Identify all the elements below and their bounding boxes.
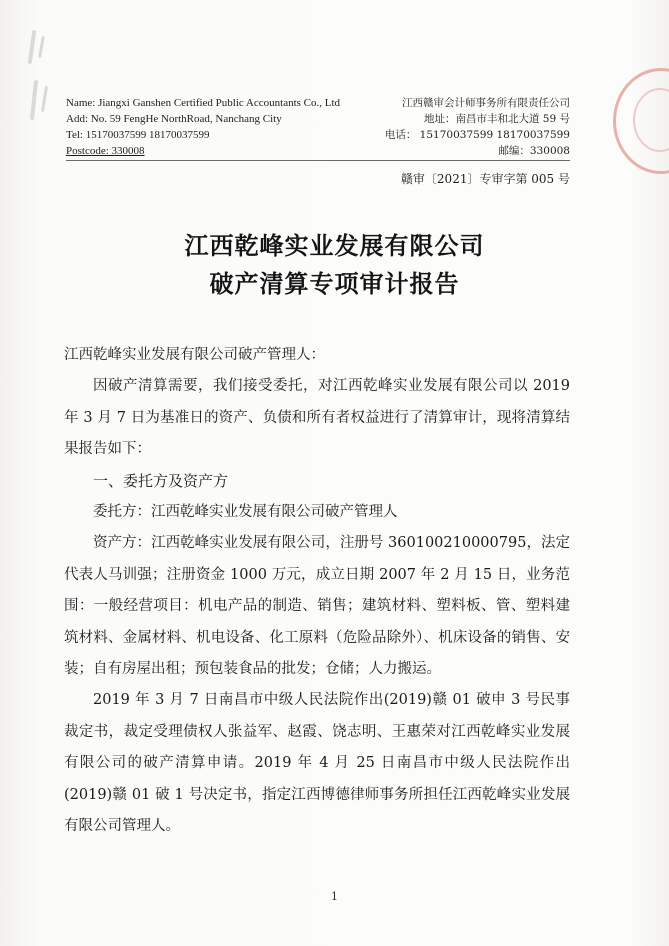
letterhead-chinese <box>340 95 570 159</box>
client-paragraph: 委托方：江西乾峰实业发展有限公司破产管理人 <box>93 504 398 521</box>
firm-name-en: Name: Jiangxi Ganshen Certified Public Accountants Co., Ltd <box>66 97 341 109</box>
letterhead-divider <box>66 160 570 161</box>
firm-name-cn: 江西赣审会计师事务所有限责任公司 <box>402 97 570 109</box>
firm-tel-cn: 电话： 15170037599 18170037599 <box>384 129 570 141</box>
letterhead-english <box>66 95 366 159</box>
intro-paragraph: 因破产清算需要，我们接受委托，对江西乾峰实业发展有限公司以 2019 年 3 月 7 日为基准日的资产、负债和所有者权益进行了清算审计，现将清算结果报告如下： <box>64 378 570 458</box>
firm-tel-en: Tel: 15170037599 18170037599 <box>66 129 210 141</box>
section-heading-1: 一、委托方及资产方 <box>93 471 229 490</box>
binding-holes-mark <box>28 30 52 125</box>
page-number: 1 <box>331 890 338 903</box>
firm-postcode-cn: 邮编：330008 <box>498 145 570 157</box>
report-title-line1: 江西乾峰实业发展有限公司 <box>184 232 485 260</box>
firm-postcode-en: Postcode: 330008 <box>66 145 145 157</box>
firm-address-cn: 地址：南昌市丰和北大道 59 号 <box>423 113 570 125</box>
document-number: 赣审〔2021〕专审字第 005 号 <box>400 172 570 186</box>
firm-address-en: Add: No. 59 FengHe NorthRoad, Nanchang City <box>66 113 282 125</box>
report-body <box>64 340 570 843</box>
report-title-line2: 破产清算专项审计报告 <box>209 270 460 298</box>
addressee: 江西乾峰实业发展有限公司破产管理人： <box>64 347 325 363</box>
court-paragraph: 2019 年 3 月 7 日南昌市中级人民法院作出(2019)赣 01 破申 3 号民事裁定书，裁定受理债权人张益军、赵霞、饶志明、王惠荣对江西乾峰实业发展有限公司的破产清算申请。2019 年 4 月 25 日南昌市中级人民法院作出(2019)赣 01 破 1 号决定书，指定江西博德律师事务所担任江西乾峰实业发展有限公司管理人。 <box>64 692 570 835</box>
asset-party-paragraph: 资产方：江西乾峰实业发展有限公司，注册号 360100210000795，法定代表人马训强；注册资金 1000 万元，成立日期 2007 年 2 月 15 日，业务范围：一般经营项目：机电产品的制造、销售；建筑材料、塑料板、管、塑料建筑材料、金属材料、机电设备、化工原料（危险品除外）、机床设备的销售、安装；自有房屋出租；预包装食品的批发；仓储；人力搬运。 <box>64 535 570 678</box>
